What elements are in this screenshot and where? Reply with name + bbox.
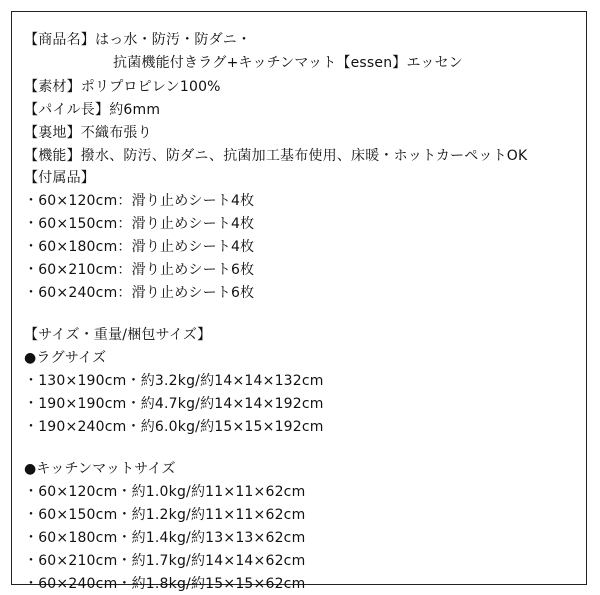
- mat-size-title: ●キッチンマットサイズ: [24, 461, 176, 477]
- product-name-line-1: 【商品名】はっ水・防汚・防ダニ・: [24, 32, 252, 48]
- accessory-item: ・60×150cm：滑り止めシート4枚: [24, 216, 255, 232]
- accessory-item: ・60×180cm：滑り止めシート4枚: [24, 239, 255, 255]
- mat-size-item: ・60×240cm・約1.8kg/約15×15×62cm: [24, 576, 306, 592]
- size-section-title: 【サイズ・重量/梱包サイズ】: [24, 327, 212, 343]
- rug-size-item: ・130×190cm・約3.2kg/約14×14×132cm: [24, 373, 324, 389]
- pile-length-line: 【パイル長】約6mm: [24, 102, 161, 118]
- mat-size-item: ・60×180cm・約1.4kg/約13×13×62cm: [24, 530, 306, 546]
- accessory-item: ・60×210cm：滑り止めシート6枚: [24, 262, 255, 278]
- features-line: 【機能】撥水、防汚、防ダニ、抗菌加工基布使用、床暖・ホットカーペットOK: [24, 148, 528, 164]
- material-line: 【素材】ポリプロピレン100%: [24, 79, 221, 95]
- accessory-item: ・60×240cm：滑り止めシート6枚: [24, 285, 255, 301]
- mat-size-item: ・60×210cm・約1.7kg/約14×14×62cm: [24, 553, 306, 569]
- rug-size-title: ●ラグサイズ: [24, 350, 107, 366]
- mat-size-item: ・60×150cm・約1.2kg/約11×11×62cm: [24, 507, 306, 523]
- rug-size-item: ・190×190cm・約4.7kg/約14×14×192cm: [24, 396, 324, 412]
- backing-line: 【裏地】不織布張り: [24, 125, 152, 141]
- mat-size-item: ・60×120cm・約1.0kg/約11×11×62cm: [24, 484, 306, 500]
- accessory-item: ・60×120cm：滑り止めシート4枚: [24, 193, 255, 209]
- product-name-line-2: 抗菌機能付きラグ+キッチンマット【essen】エッセン: [113, 55, 463, 71]
- accessories-title: 【付属品】: [24, 170, 95, 186]
- rug-size-item: ・190×240cm・約6.0kg/約15×15×192cm: [24, 419, 324, 435]
